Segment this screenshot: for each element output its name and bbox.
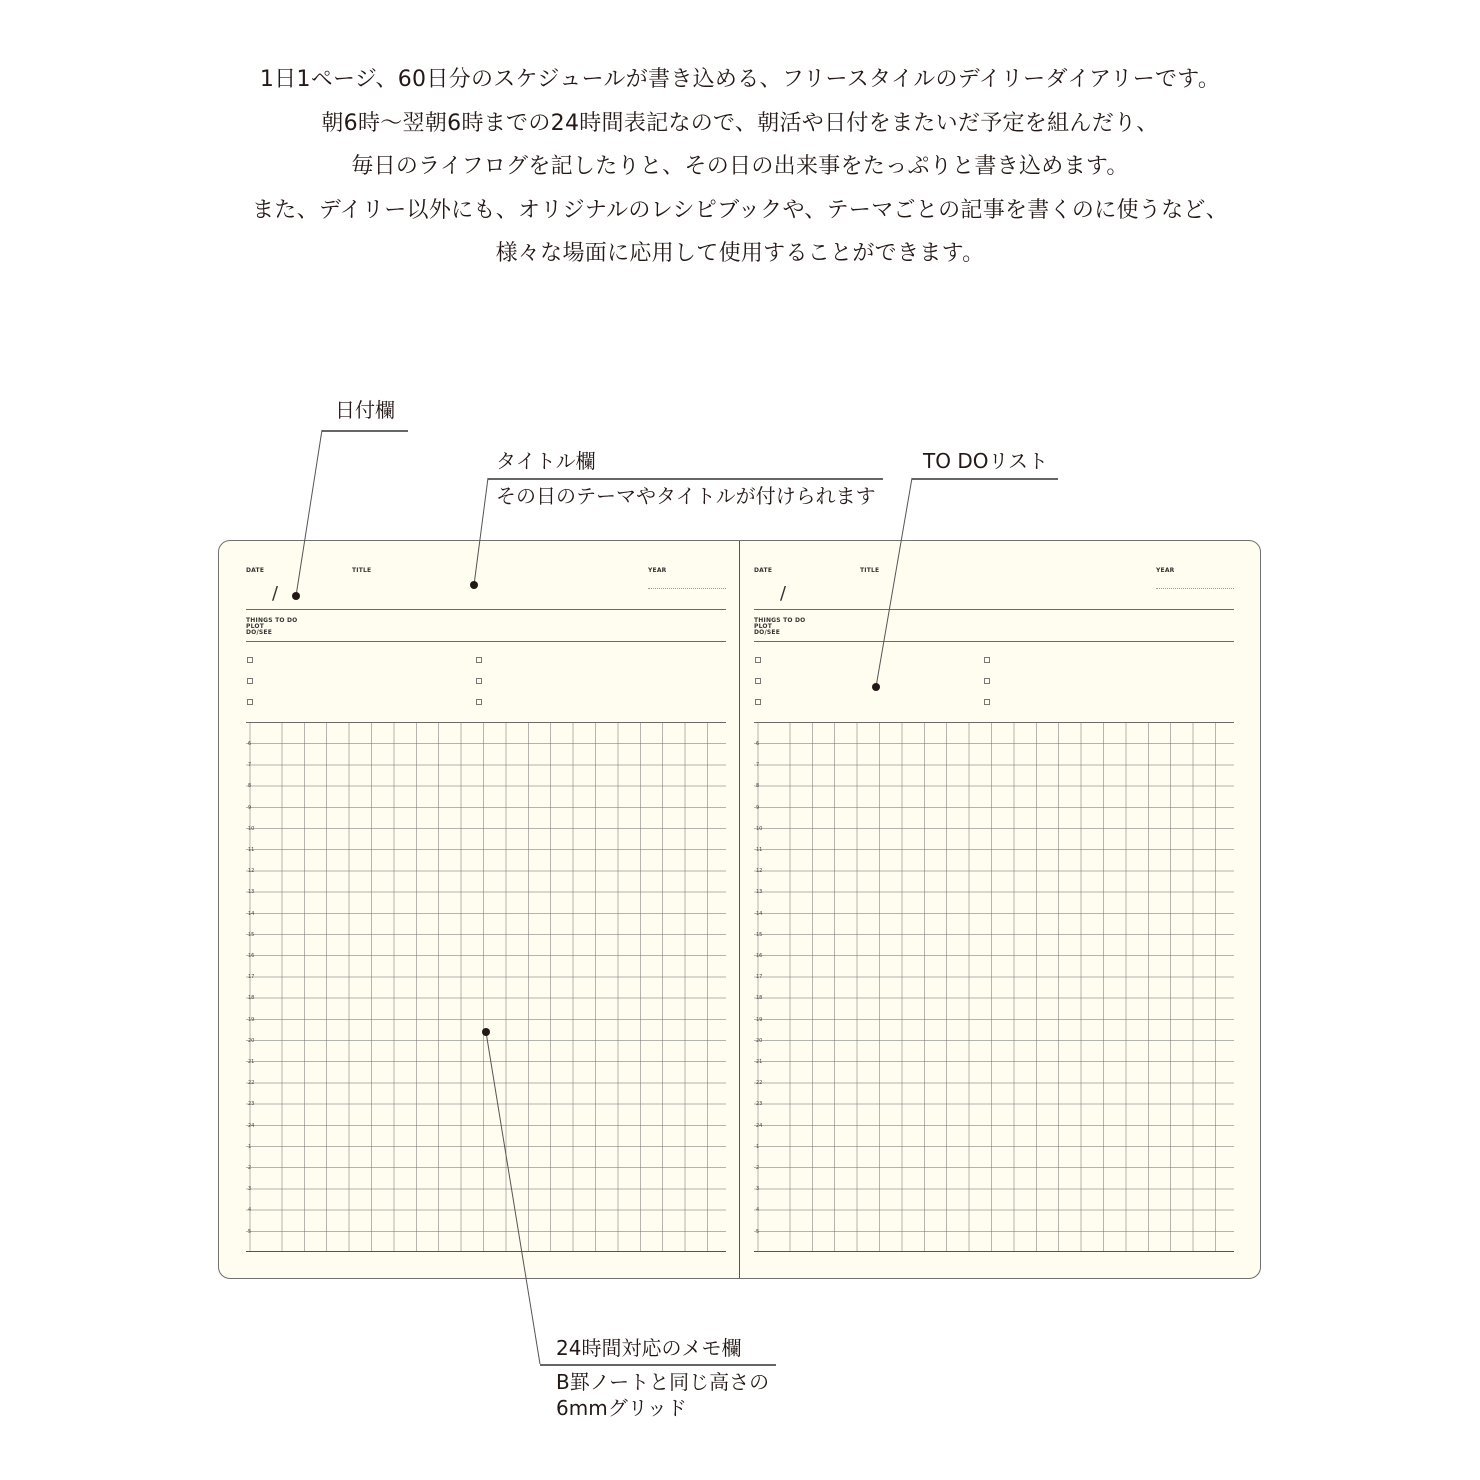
hour-label: 13 <box>756 889 763 896</box>
memo-leader-dot <box>482 1028 490 1036</box>
hour-label: 16 <box>248 953 255 959</box>
intro-line-1: 1日1ページ、60日分のスケジュールが書き込める、フリースタイルのデイリーダイアリーです。 <box>259 67 1221 92</box>
hour-label: 24 <box>756 1122 763 1129</box>
hour-label: 17 <box>248 974 255 981</box>
callout-date-title: 日付欄 <box>335 398 395 422</box>
callout-memo-title: 24時間対応のメモ欄 <box>556 1336 742 1360</box>
hour-label: 11 <box>248 847 255 853</box>
hour-label: 21 <box>756 1059 763 1065</box>
do-see-label: DO/SEE <box>754 629 780 636</box>
hour-label: 14 <box>756 910 763 917</box>
hour-label: 12 <box>248 868 255 875</box>
date-label: DATE <box>246 567 265 574</box>
hour-label: 14 <box>248 910 255 917</box>
title-label: TITLE <box>860 567 880 574</box>
date-slash: / <box>272 583 279 604</box>
hour-label: 7 <box>756 762 760 769</box>
hour-label: 11 <box>756 847 763 853</box>
hour-label: 18 <box>756 995 763 1002</box>
hour-label: 1 <box>248 1143 252 1150</box>
memo-leader-line <box>486 1032 540 1364</box>
hour-label: 24 <box>248 1122 255 1129</box>
plot-label: PLOT <box>246 623 265 630</box>
hour-label: 7 <box>248 762 252 769</box>
hour-label: 10 <box>248 825 255 832</box>
date-label: DATE <box>754 567 773 574</box>
things-to-do-label: THINGS TO DO <box>246 617 298 624</box>
hour-label: 8 <box>248 783 252 790</box>
hour-label: 2 <box>756 1165 760 1171</box>
hour-label: 3 <box>756 1186 760 1193</box>
todo-leader-dot <box>872 683 880 691</box>
hour-label: 13 <box>248 889 255 896</box>
hour-label: 19 <box>756 1016 763 1023</box>
date-slash: / <box>780 583 787 604</box>
hour-label: 22 <box>248 1080 255 1087</box>
hour-label: 4 <box>248 1207 252 1214</box>
hour-label: 19 <box>248 1016 255 1023</box>
hour-label: 10 <box>756 825 763 832</box>
hour-label: 12 <box>756 868 763 875</box>
hour-label: 20 <box>248 1037 255 1044</box>
hour-label: 22 <box>756 1080 763 1087</box>
hour-label: 23 <box>756 1101 763 1108</box>
hour-label: 2 <box>248 1165 252 1171</box>
plot-label: PLOT <box>754 623 773 630</box>
date-leader-line <box>296 430 322 596</box>
intro-line-2: 朝6時〜翌朝6時までの24時間表記なので、朝活や日付をまたいだ予定を組んだり、 <box>321 110 1159 136</box>
callout-title-desc: その日のテーマやタイトルが付けられます <box>496 484 876 508</box>
title-label: TITLE <box>352 567 372 574</box>
things-to-do-label: THINGS TO DO <box>754 617 806 624</box>
hour-label: 17 <box>756 974 763 981</box>
hour-label: 9 <box>756 804 760 811</box>
todo-leader-line <box>876 478 912 687</box>
hour-label: 18 <box>248 995 255 1002</box>
hour-label: 3 <box>248 1186 252 1193</box>
callout-title-title: タイトル欄 <box>496 449 596 473</box>
hour-label: 8 <box>756 783 760 790</box>
hour-label: 6 <box>756 741 760 747</box>
intro-line-4: また、デイリー以外にも、オリジナルのレシピブックや、テーマごとの記事を書くのに使うなど、 <box>251 197 1229 223</box>
intro-line-3: 毎日のライフログを記したりと、その日の出来事をたっぷりと書き込めます。 <box>351 154 1129 179</box>
hour-label: 20 <box>756 1037 763 1044</box>
hour-label: 23 <box>248 1101 255 1108</box>
year-label: YEAR <box>648 567 667 574</box>
hour-label: 5 <box>756 1228 760 1235</box>
hour-label: 5 <box>248 1228 252 1235</box>
callout-todo-title: TO DOリスト <box>923 449 1049 473</box>
callout-memo-desc-2: 6mmグリッド <box>556 1396 687 1420</box>
intro-line-5: 様々な場面に応用して使用することができます。 <box>495 241 985 266</box>
hour-label: 9 <box>248 804 252 811</box>
hour-label: 15 <box>248 931 255 938</box>
hour-label: 16 <box>756 953 763 959</box>
year-label: YEAR <box>1156 567 1175 574</box>
hour-label: 15 <box>756 931 763 938</box>
hour-label: 21 <box>248 1059 255 1065</box>
title-leader-dot <box>470 581 478 589</box>
date-leader-dot <box>292 592 300 600</box>
hour-label: 6 <box>248 741 252 747</box>
hour-label: 1 <box>756 1143 760 1150</box>
callout-memo-desc-1: B罫ノートと同じ高さの <box>556 1370 770 1394</box>
hour-label: 4 <box>756 1207 760 1214</box>
do-see-label: DO/SEE <box>246 629 272 636</box>
title-leader-line <box>474 478 488 585</box>
